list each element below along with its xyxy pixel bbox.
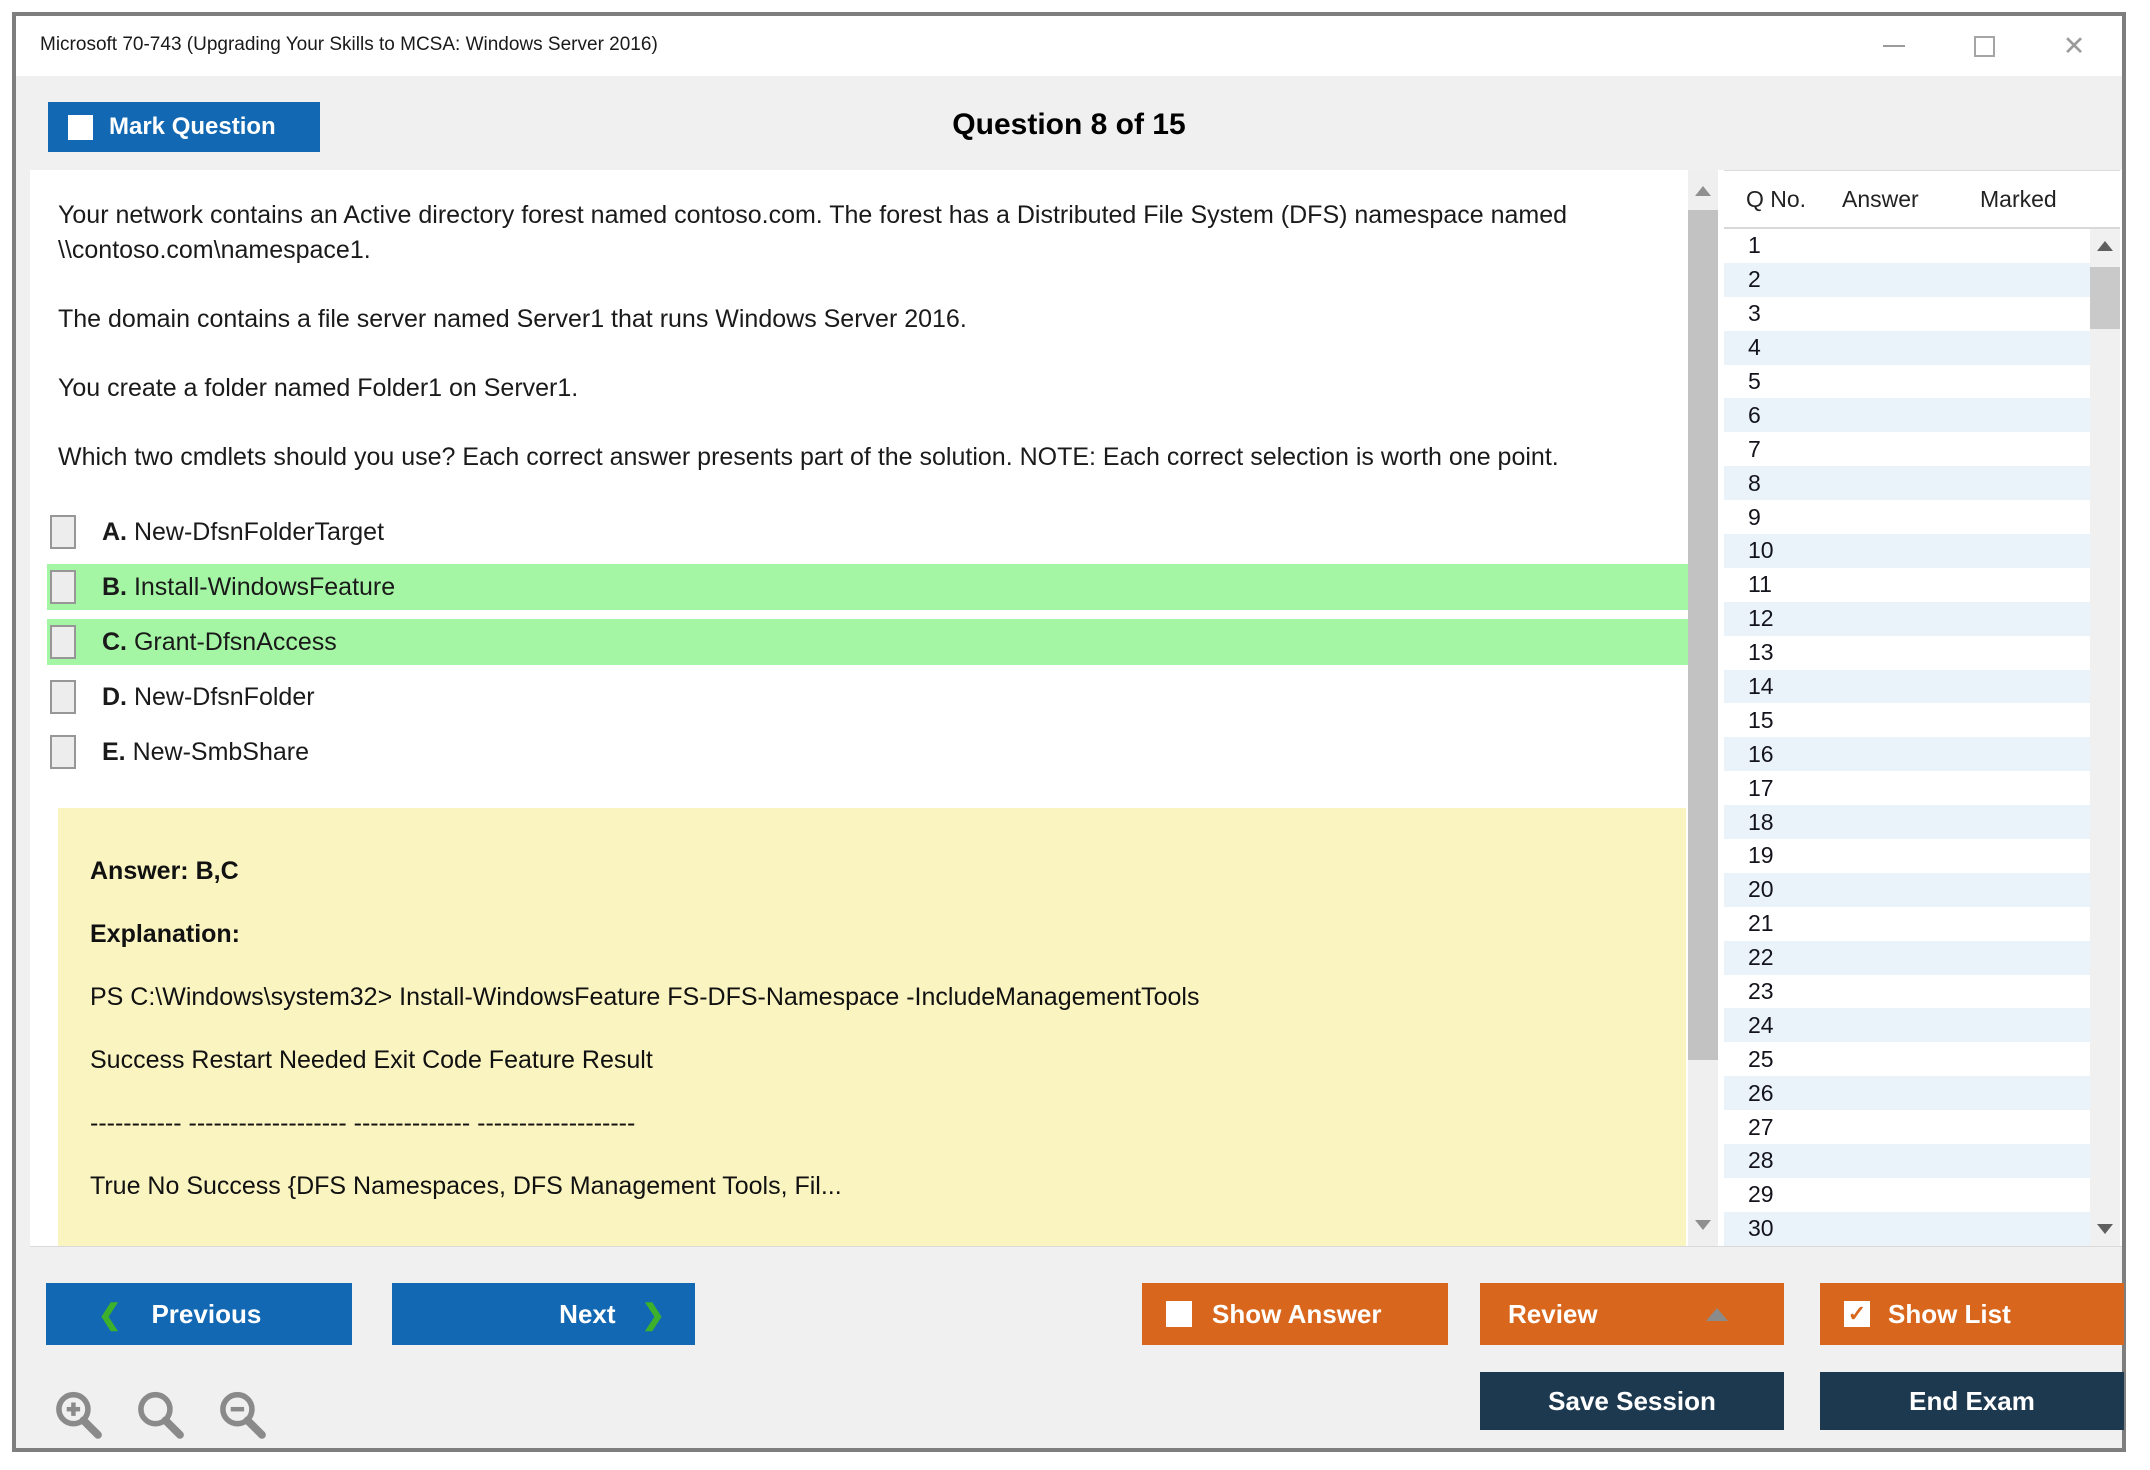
show-answer-label: Show Answer (1212, 1298, 1382, 1329)
question-list-row-21[interactable] (1724, 907, 2090, 941)
question-number: 3 (1748, 300, 1761, 327)
question-list-row-14[interactable] (1724, 670, 2090, 704)
answer-option-b[interactable] (47, 564, 1688, 610)
question-number: 6 (1748, 401, 1761, 428)
window-title: Microsoft 70-743 (Upgrading Your Skills to MCSA: Windows Server 2016) (40, 34, 658, 55)
close-button[interactable] (2062, 30, 2086, 61)
option-checkbox[interactable] (50, 735, 76, 769)
question-number: 2 (1748, 266, 1761, 293)
review-label: Review (1508, 1298, 1598, 1329)
question-number: 21 (1748, 910, 1774, 937)
answer-option-d[interactable] (47, 674, 1688, 720)
question-list-row-16[interactable] (1724, 737, 2090, 771)
minimize-button[interactable] (1882, 34, 1906, 58)
show-answer-checkbox[interactable] (1166, 1301, 1192, 1327)
explanation-box (58, 808, 1686, 1246)
question-panel (30, 170, 1688, 1246)
question-list-row-4[interactable] (1724, 331, 2090, 365)
list-scroll-down-icon[interactable] (2097, 1224, 2113, 1234)
question-list-row-18[interactable] (1724, 805, 2090, 839)
question-paragraph: Which two cmdlets should you use? Each correct answer presents part of the solution. NOTE: Each correct selection is worth one point. (58, 443, 1559, 471)
question-list-row-29[interactable] (1724, 1178, 2090, 1212)
question-list-row-12[interactable] (1724, 602, 2090, 636)
column-header-qno: Q No. (1746, 186, 1807, 212)
question-list-header (1724, 171, 2120, 229)
show-list-button[interactable] (1820, 1283, 2124, 1345)
question-number: 29 (1748, 1181, 1774, 1208)
question-list-row-23[interactable] (1724, 975, 2090, 1009)
option-label: A. New-DfsnFolderTarget (102, 517, 385, 546)
next-label: Next (559, 1298, 616, 1329)
question-list-row-13[interactable] (1724, 636, 2090, 670)
question-number: 26 (1748, 1079, 1774, 1106)
question-list-row-8[interactable] (1724, 466, 2090, 500)
option-label: C. Grant-DfsnAccess (102, 627, 337, 656)
answer-option-c[interactable] (47, 619, 1688, 665)
question-number: 12 (1748, 605, 1774, 632)
option-label: E. New-SmbShare (102, 737, 310, 766)
question-list-row-27[interactable] (1724, 1110, 2090, 1144)
question-list-panel (1724, 170, 2120, 1246)
show-answer-button[interactable] (1142, 1283, 1448, 1345)
question-number: 22 (1748, 944, 1774, 971)
show-list-checkbox[interactable]: ✓ (1844, 1301, 1870, 1327)
window-controls (1882, 16, 2086, 76)
question-list-row-28[interactable] (1724, 1144, 2090, 1178)
question-list-row-1[interactable] (1724, 229, 2090, 263)
answer-option-a[interactable] (47, 509, 1688, 555)
question-number: 23 (1748, 978, 1774, 1005)
question-list-row-19[interactable] (1724, 839, 2090, 873)
question-number: 20 (1748, 876, 1774, 903)
question-list-scrollbar[interactable] (2090, 229, 2120, 1246)
save-session-label: Save Session (1548, 1385, 1716, 1416)
answer-option-e[interactable] (47, 729, 1688, 775)
zoom-out-icon[interactable] (214, 1388, 272, 1446)
explanation-text: PS C:\Windows\system32> Install-WindowsFeature FS-DFS-Namespace -IncludeManagementTools (90, 983, 1200, 1011)
question-progress-header: Question 8 of 15 (952, 108, 1186, 141)
question-number: 11 (1748, 571, 1772, 598)
question-number: 17 (1748, 774, 1774, 801)
question-number: 28 (1748, 1147, 1774, 1174)
question-number: 8 (1748, 469, 1761, 496)
scroll-up-icon[interactable] (1695, 186, 1711, 196)
question-list-row-15[interactable] (1724, 703, 2090, 737)
question-list-row-5[interactable] (1724, 365, 2090, 399)
question-list-body (1724, 229, 2090, 1246)
minimize-icon (1883, 45, 1905, 47)
answer-options (47, 509, 1688, 775)
explanation-text: ----------- ------------------- -------------- ------------------- (90, 1109, 636, 1137)
question-number: 13 (1748, 639, 1774, 666)
end-exam-label: End Exam (1909, 1385, 2035, 1416)
question-number: 30 (1748, 1215, 1774, 1242)
question-paragraph: Your network contains an Active directory forest named contoso.com. The forest has a Distributed File System (DFS) namespace named \\contoso.com\namespace1. (58, 201, 1568, 264)
content-scrollbar-thumb[interactable] (1688, 210, 1718, 1060)
question-number: 7 (1748, 435, 1761, 462)
chevron-left-icon: ❮ (98, 1298, 122, 1330)
explanation-label: Explanation: (90, 920, 241, 948)
question-list-row-6[interactable] (1724, 398, 2090, 432)
question-list-row-2[interactable] (1724, 263, 2090, 297)
question-paragraph: The domain contains a file server named Server1 that runs Windows Server 2016. (58, 305, 967, 333)
explanation-text: Success Restart Needed Exit Code Feature Result (90, 1046, 653, 1074)
question-number: 15 (1748, 706, 1774, 733)
question-number: 24 (1748, 1011, 1774, 1038)
option-label: D. New-DfsnFolder (102, 682, 315, 711)
previous-label: Previous (151, 1298, 262, 1329)
question-number: 9 (1748, 503, 1761, 530)
zoom-reset-icon[interactable] (132, 1388, 190, 1446)
question-number: 14 (1748, 673, 1774, 700)
option-checkbox[interactable] (50, 515, 76, 549)
end-exam-button[interactable] (1820, 1372, 2124, 1430)
column-header-answer: Answer (1842, 186, 1919, 212)
scroll-down-icon[interactable] (1695, 1220, 1711, 1230)
question-list-scrollbar-thumb[interactable] (2090, 267, 2120, 329)
content-scrollbar[interactable] (1688, 170, 1718, 1246)
option-label: B. Install-WindowsFeature (102, 572, 396, 601)
question-number: 16 (1748, 740, 1774, 767)
question-number: 4 (1748, 334, 1761, 361)
answer-line: Answer: B,C (90, 857, 239, 885)
maximize-button[interactable] (1972, 34, 1996, 58)
close-icon: ✕ (2062, 30, 2086, 61)
question-number: 27 (1748, 1113, 1774, 1140)
question-number: 25 (1748, 1045, 1774, 1072)
option-checkbox[interactable] (50, 570, 76, 604)
next-button[interactable] (392, 1283, 695, 1345)
explanation-text: True No Success {DFS Namespaces, DFS Management Tools, Fil... (90, 1172, 842, 1200)
triangle-up-icon (1706, 1308, 1728, 1321)
question-list-row-17[interactable] (1724, 771, 2090, 805)
question-paragraph: You create a folder named Folder1 on Server1. (58, 374, 579, 402)
review-button[interactable] (1480, 1283, 1784, 1345)
option-checkbox[interactable] (50, 625, 76, 659)
question-list-row-25[interactable] (1724, 1042, 2090, 1076)
question-list-row-9[interactable] (1724, 500, 2090, 534)
question-number: 1 (1748, 232, 1761, 259)
question-number: 5 (1748, 368, 1761, 394)
question-list-row-20[interactable] (1724, 873, 2090, 907)
mark-question-label: Mark Question (109, 113, 276, 140)
previous-button[interactable] (46, 1283, 352, 1345)
question-list-row-30[interactable] (1724, 1212, 2090, 1246)
question-number: 10 (1748, 537, 1774, 564)
question-list-row-24[interactable] (1724, 1008, 2090, 1042)
app-window (12, 12, 2126, 1452)
question-list-row-3[interactable] (1724, 297, 2090, 331)
question-list-row-22[interactable] (1724, 941, 2090, 975)
title-bar (16, 16, 2122, 76)
question-list-row-26[interactable] (1724, 1076, 2090, 1110)
question-list-row-7[interactable] (1724, 432, 2090, 466)
option-checkbox[interactable] (50, 680, 76, 714)
save-session-button[interactable] (1480, 1372, 1784, 1430)
chevron-right-icon: ❯ (641, 1298, 665, 1330)
question-list-row-11[interactable] (1724, 568, 2090, 602)
list-scroll-up-icon[interactable] (2097, 241, 2113, 251)
question-number: 18 (1748, 808, 1774, 835)
question-list-row-10[interactable] (1724, 534, 2090, 568)
maximize-icon (1974, 36, 1995, 57)
column-header-marked: Marked (1980, 186, 2057, 212)
zoom-in-icon[interactable] (50, 1388, 108, 1446)
show-list-label: Show List (1888, 1298, 2011, 1329)
question-number: 19 (1748, 842, 1774, 869)
footer-separator (30, 1246, 2122, 1247)
zoom-toolbar (50, 1388, 272, 1446)
